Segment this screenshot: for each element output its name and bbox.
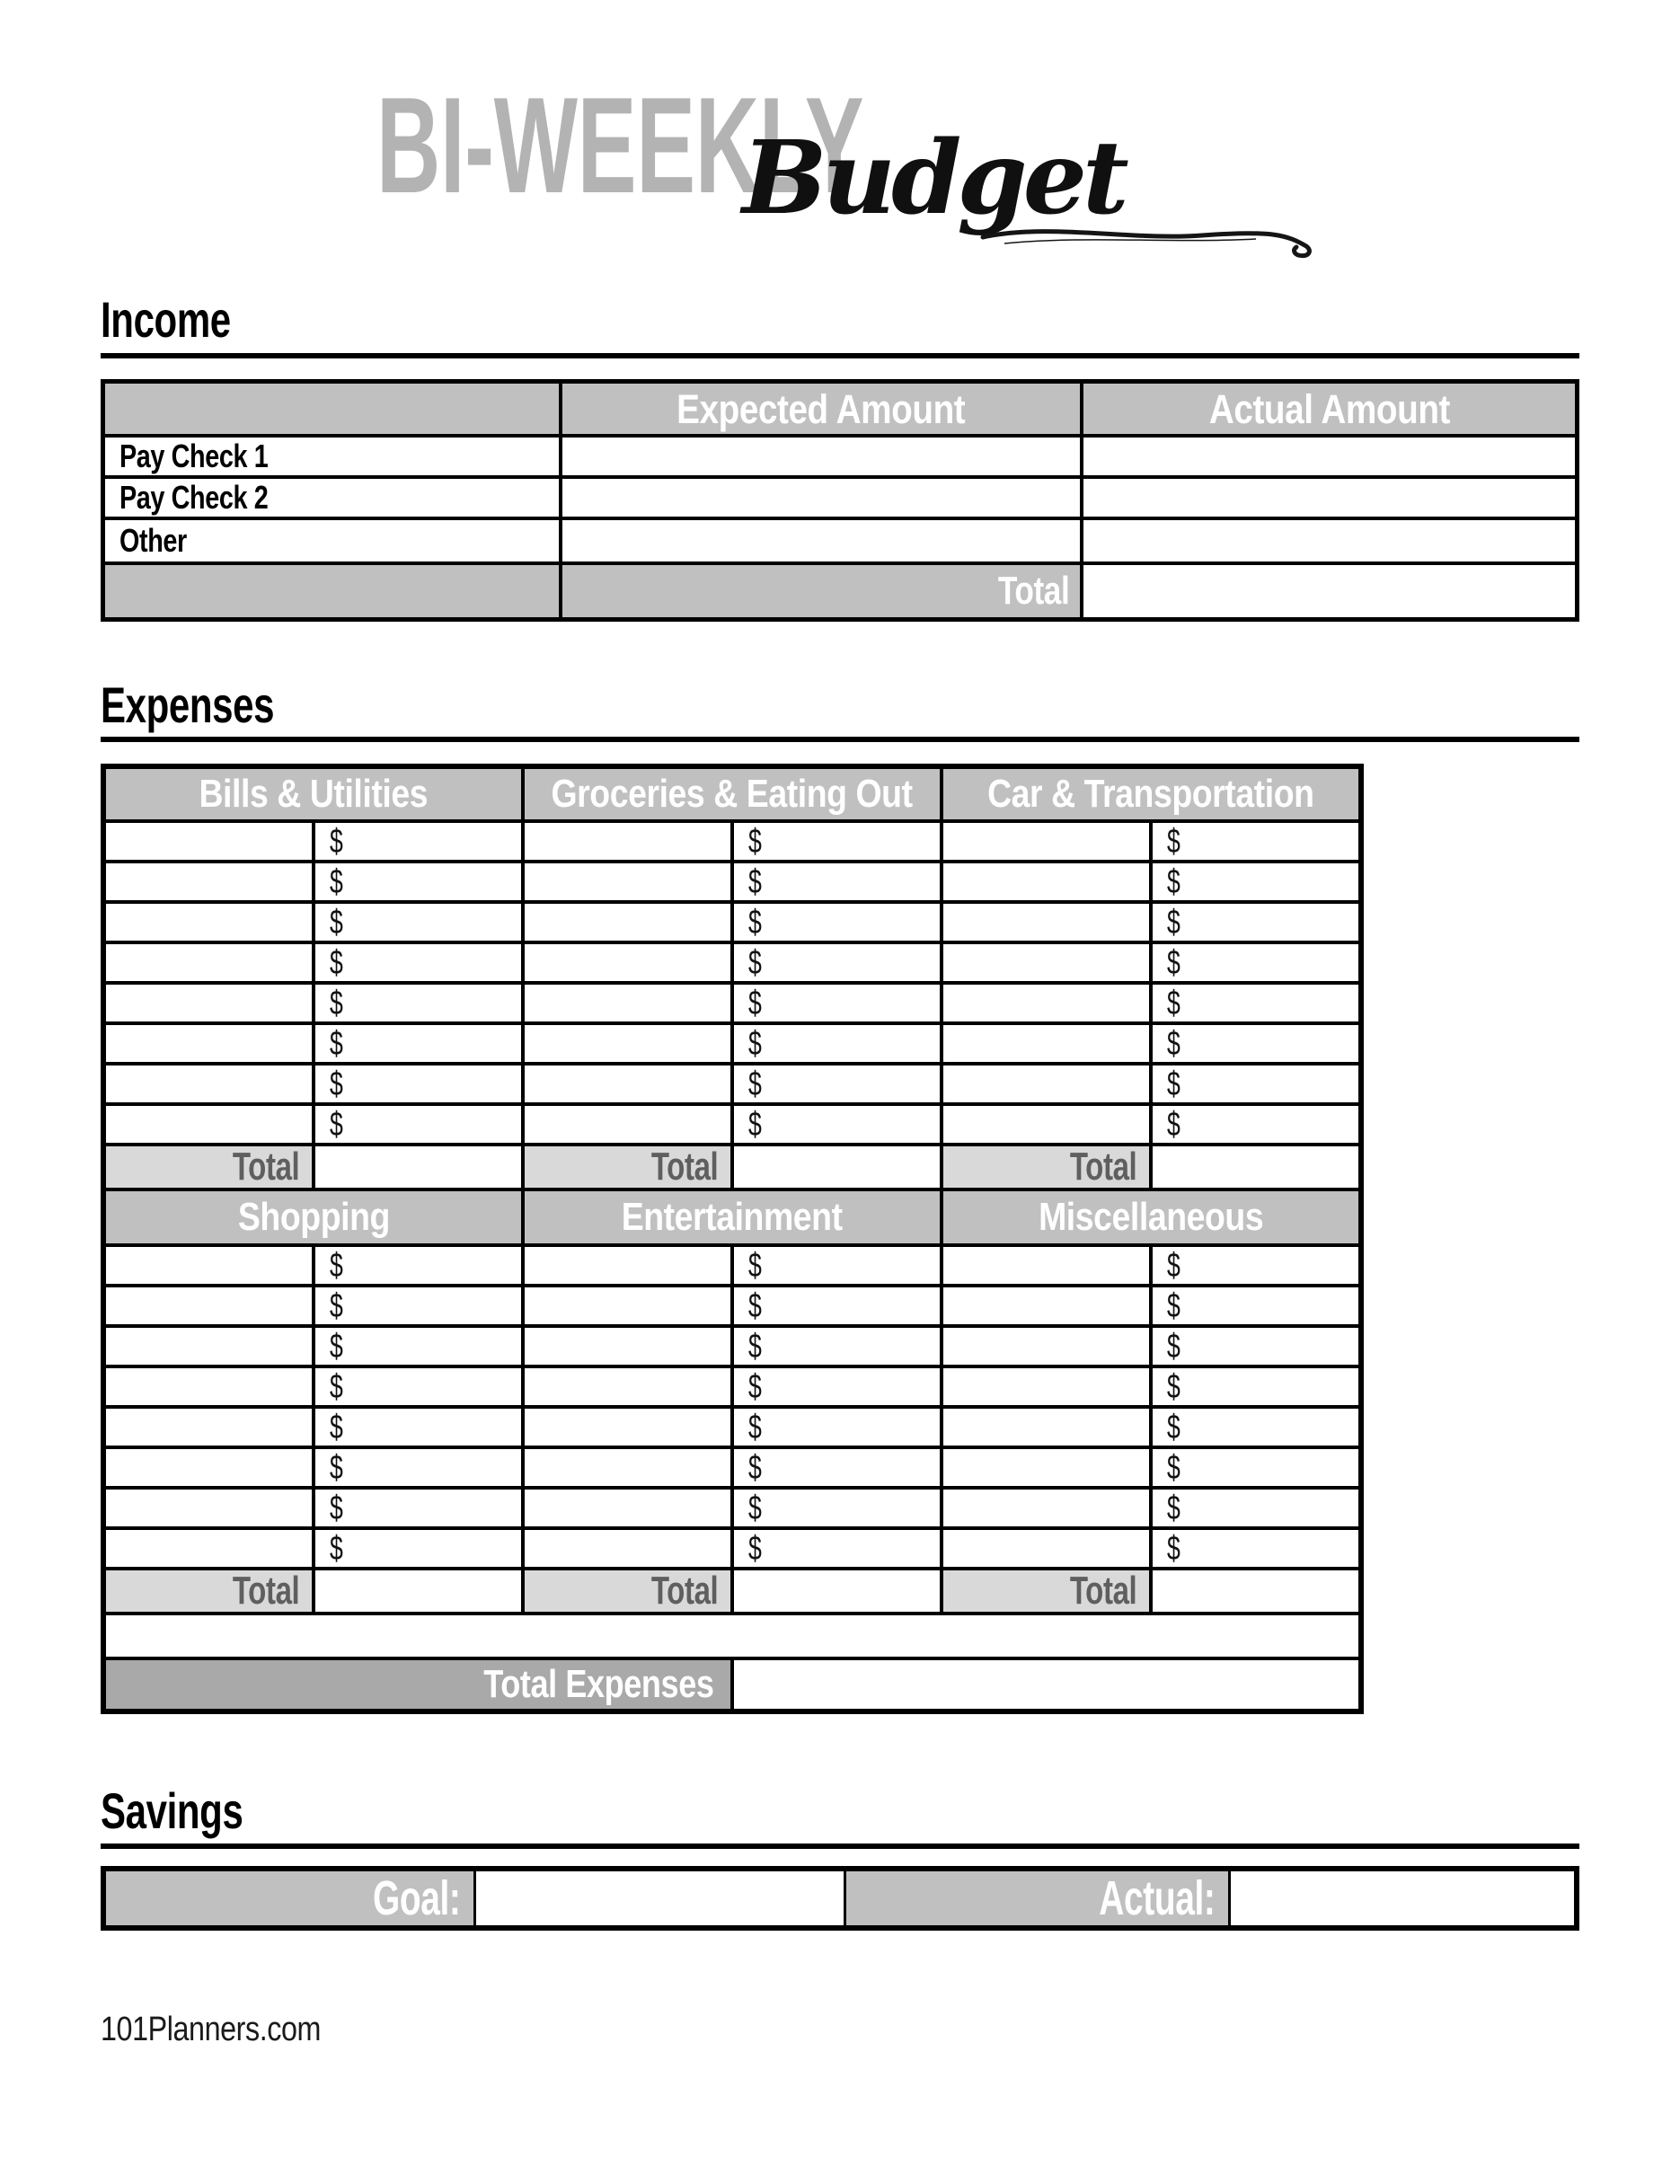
total-expenses-label-cell bbox=[106, 1660, 730, 1709]
subtotal-label: Total bbox=[1069, 1570, 1136, 1612]
dollar-sign: $ bbox=[330, 1247, 343, 1284]
dollar-sign: $ bbox=[330, 1106, 343, 1143]
savings-goal-label: Goal: bbox=[373, 1871, 461, 1925]
subtotal-label-cell bbox=[525, 1570, 730, 1612]
expense-item-cell bbox=[106, 1409, 312, 1446]
income-row-label: Pay Check 2 bbox=[119, 479, 269, 516]
income-total-value-cell bbox=[1083, 565, 1575, 617]
page-title-script: Budget bbox=[742, 119, 1125, 237]
dollar-sign: $ bbox=[1167, 1368, 1180, 1405]
dollar-sign: $ bbox=[330, 863, 343, 900]
expense-amount-cell bbox=[1153, 1409, 1358, 1446]
expense-amount-cell bbox=[734, 1106, 940, 1143]
dollar-sign: $ bbox=[330, 1065, 343, 1102]
expenses-heading-rule bbox=[101, 737, 1579, 742]
expense-item-cell bbox=[525, 1247, 730, 1284]
subtotal-value-cell bbox=[315, 1146, 521, 1188]
subtotal-label: Total bbox=[1069, 1146, 1136, 1188]
category-header: Miscellaneous bbox=[1038, 1195, 1264, 1239]
total-expenses-value-cell bbox=[734, 1660, 1358, 1709]
expense-amount-cell bbox=[734, 1368, 940, 1405]
category-header-cell bbox=[106, 1191, 521, 1243]
expense-amount-cell bbox=[1153, 904, 1358, 941]
expense-item-cell bbox=[943, 1490, 1149, 1526]
expense-amount-cell bbox=[315, 944, 521, 981]
dollar-sign: $ bbox=[1167, 1409, 1180, 1446]
expense-amount-cell bbox=[315, 1328, 521, 1365]
expense-amount-cell bbox=[315, 1409, 521, 1446]
subtotal-value-cell bbox=[734, 1146, 940, 1188]
category-header-cell bbox=[943, 1191, 1358, 1243]
income-total-spacer-cell bbox=[105, 565, 559, 617]
expense-item-cell bbox=[943, 1368, 1149, 1405]
income-actual-input-cell bbox=[1083, 479, 1575, 517]
expense-amount-cell bbox=[1153, 1065, 1358, 1102]
expense-amount-cell bbox=[315, 1025, 521, 1062]
subtotal-label: Total bbox=[232, 1146, 299, 1188]
expense-amount-cell bbox=[1153, 1449, 1358, 1486]
expense-amount-cell bbox=[1153, 823, 1358, 860]
dollar-sign: $ bbox=[330, 1328, 343, 1365]
subtotal-label: Total bbox=[650, 1570, 718, 1612]
title-underline-swash-icon bbox=[977, 214, 1319, 277]
expense-item-cell bbox=[525, 1368, 730, 1405]
expense-item-cell bbox=[943, 823, 1149, 860]
expense-item-cell bbox=[106, 1247, 312, 1284]
expense-amount-cell bbox=[315, 1490, 521, 1526]
expense-item-cell bbox=[943, 1106, 1149, 1143]
expense-amount-cell bbox=[315, 863, 521, 900]
dollar-sign: $ bbox=[1167, 1328, 1180, 1365]
income-expected-input-cell bbox=[562, 520, 1080, 561]
income-actual-input-cell bbox=[1083, 438, 1575, 475]
expense-amount-cell bbox=[734, 985, 940, 1021]
dollar-sign: $ bbox=[330, 1490, 343, 1526]
income-header-spacer-cell bbox=[105, 384, 559, 434]
dollar-sign: $ bbox=[748, 1065, 762, 1102]
dollar-sign: $ bbox=[1167, 1025, 1180, 1062]
expense-amount-cell bbox=[734, 823, 940, 860]
income-expected-input-cell bbox=[562, 479, 1080, 517]
expense-item-cell bbox=[106, 863, 312, 900]
expense-item-cell bbox=[106, 1368, 312, 1405]
dollar-sign: $ bbox=[1167, 1530, 1180, 1567]
expense-item-cell bbox=[525, 904, 730, 941]
dollar-sign: $ bbox=[330, 1449, 343, 1486]
category-header: Shopping bbox=[237, 1195, 390, 1239]
expense-item-cell bbox=[525, 944, 730, 981]
income-row-label: Pay Check 1 bbox=[119, 438, 269, 474]
income-header-actual-cell bbox=[1083, 384, 1575, 434]
expense-item-cell bbox=[943, 1065, 1149, 1102]
dollar-sign: $ bbox=[330, 985, 343, 1021]
expense-amount-cell bbox=[315, 1287, 521, 1324]
subtotal-value-cell bbox=[1153, 1146, 1358, 1188]
expense-item-cell bbox=[525, 1530, 730, 1567]
dollar-sign: $ bbox=[748, 904, 762, 941]
expenses-table bbox=[101, 764, 1364, 1714]
dollar-sign: $ bbox=[1167, 904, 1180, 941]
dollar-sign: $ bbox=[330, 1025, 343, 1062]
expense-amount-cell bbox=[315, 985, 521, 1021]
expense-item-cell bbox=[943, 1328, 1149, 1365]
subtotal-label-cell bbox=[943, 1570, 1149, 1612]
income-table bbox=[101, 379, 1579, 622]
expense-amount-cell bbox=[1153, 944, 1358, 981]
expense-amount-cell bbox=[1153, 1368, 1358, 1405]
expense-amount-cell bbox=[1153, 1106, 1358, 1143]
expense-item-cell bbox=[106, 1106, 312, 1143]
expense-item-cell bbox=[106, 985, 312, 1021]
income-row-label-cell bbox=[105, 520, 559, 561]
expense-amount-cell bbox=[1153, 863, 1358, 900]
expense-amount-cell bbox=[734, 1025, 940, 1062]
dollar-sign: $ bbox=[1167, 944, 1180, 981]
expense-amount-cell bbox=[734, 944, 940, 981]
page-title-main: BI-WEEKLY bbox=[376, 69, 864, 222]
dollar-sign: $ bbox=[748, 1490, 762, 1526]
income-actual-input-cell bbox=[1083, 520, 1575, 561]
expense-amount-cell bbox=[1153, 1247, 1358, 1284]
expense-amount-cell bbox=[734, 1530, 940, 1567]
dollar-sign: $ bbox=[748, 1530, 762, 1567]
expected-amount-header: Expected Amount bbox=[676, 385, 966, 432]
expense-amount-cell bbox=[315, 1530, 521, 1567]
expense-item-cell bbox=[943, 1530, 1149, 1567]
expense-amount-cell bbox=[315, 1247, 521, 1284]
expense-amount-cell bbox=[1153, 1287, 1358, 1324]
dollar-sign: $ bbox=[330, 823, 343, 860]
expense-item-cell bbox=[525, 985, 730, 1021]
expense-item-cell bbox=[525, 863, 730, 900]
category-header-cell bbox=[943, 769, 1358, 819]
expense-amount-cell bbox=[734, 904, 940, 941]
income-row-label-cell bbox=[105, 438, 559, 475]
expense-amount-cell bbox=[1153, 985, 1358, 1021]
savings-heading-rule bbox=[101, 1844, 1579, 1849]
dollar-sign: $ bbox=[748, 944, 762, 981]
dollar-sign: $ bbox=[748, 1106, 762, 1143]
dollar-sign: $ bbox=[1167, 1247, 1180, 1284]
subtotal-label-cell bbox=[106, 1570, 312, 1612]
expense-item-cell bbox=[106, 1025, 312, 1062]
expense-item-cell bbox=[525, 1025, 730, 1062]
income-total-label: Total bbox=[997, 569, 1069, 613]
expense-amount-cell bbox=[315, 1449, 521, 1486]
expense-item-cell bbox=[106, 1065, 312, 1102]
category-header: Entertainment bbox=[622, 1195, 843, 1239]
expense-item-cell bbox=[525, 823, 730, 860]
expense-item-cell bbox=[106, 1328, 312, 1365]
expense-item-cell bbox=[525, 1287, 730, 1324]
expense-item-cell bbox=[525, 1409, 730, 1446]
savings-heading: Savings bbox=[101, 1782, 243, 1839]
income-header-expected-cell bbox=[562, 384, 1080, 434]
expense-item-cell bbox=[106, 1490, 312, 1526]
expense-item-cell bbox=[943, 904, 1149, 941]
expense-amount-cell bbox=[734, 1287, 940, 1324]
expense-amount-cell bbox=[315, 1106, 521, 1143]
expense-item-cell bbox=[525, 1106, 730, 1143]
dollar-sign: $ bbox=[330, 944, 343, 981]
expense-item-cell bbox=[525, 1490, 730, 1526]
expense-item-cell bbox=[943, 863, 1149, 900]
category-header: Groceries & Eating Out bbox=[551, 772, 914, 816]
savings-table bbox=[101, 1866, 1579, 1931]
dollar-sign: $ bbox=[1167, 1449, 1180, 1486]
savings-goal-label-cell bbox=[106, 1871, 473, 1925]
subtotal-value-cell bbox=[315, 1570, 521, 1612]
dollar-sign: $ bbox=[748, 823, 762, 860]
expense-item-cell bbox=[106, 1530, 312, 1567]
dollar-sign: $ bbox=[748, 1368, 762, 1405]
category-header-cell bbox=[525, 769, 940, 819]
expense-amount-cell bbox=[734, 1247, 940, 1284]
expense-item-cell bbox=[525, 1449, 730, 1486]
dollar-sign: $ bbox=[330, 1287, 343, 1324]
dollar-sign: $ bbox=[748, 1287, 762, 1324]
subtotal-value-cell bbox=[1153, 1570, 1358, 1612]
expense-item-cell bbox=[525, 1328, 730, 1365]
dollar-sign: $ bbox=[748, 863, 762, 900]
expenses-heading: Expenses bbox=[101, 676, 275, 733]
expense-amount-cell bbox=[734, 1328, 940, 1365]
expense-amount-cell bbox=[315, 823, 521, 860]
expense-amount-cell bbox=[1153, 1530, 1358, 1567]
actual-amount-header: Actual Amount bbox=[1208, 385, 1450, 432]
dollar-sign: $ bbox=[330, 1530, 343, 1567]
dollar-sign: $ bbox=[748, 1409, 762, 1446]
dollar-sign: $ bbox=[1167, 1106, 1180, 1143]
subtotal-label: Total bbox=[232, 1570, 299, 1612]
expense-amount-cell bbox=[315, 1368, 521, 1405]
expense-amount-cell bbox=[1153, 1328, 1358, 1365]
expense-item-cell bbox=[106, 823, 312, 860]
expense-amount-cell bbox=[734, 1065, 940, 1102]
subtotal-label-cell bbox=[106, 1146, 312, 1188]
dollar-sign: $ bbox=[1167, 1490, 1180, 1526]
category-header-cell bbox=[525, 1191, 940, 1243]
income-row-label-cell bbox=[105, 479, 559, 517]
expense-amount-cell bbox=[1153, 1490, 1358, 1526]
subtotal-label-cell bbox=[525, 1146, 730, 1188]
expense-amount-cell bbox=[315, 1065, 521, 1102]
savings-actual-label: Actual: bbox=[1099, 1871, 1216, 1925]
dollar-sign: $ bbox=[1167, 1065, 1180, 1102]
expense-item-cell bbox=[943, 1247, 1149, 1284]
savings-actual-label-cell bbox=[846, 1871, 1228, 1925]
dollar-sign: $ bbox=[330, 1409, 343, 1446]
category-header: Bills & Utilities bbox=[199, 772, 429, 816]
income-heading-rule bbox=[101, 353, 1579, 358]
dollar-sign: $ bbox=[748, 985, 762, 1021]
expense-item-cell bbox=[943, 1287, 1149, 1324]
expense-item-cell bbox=[943, 944, 1149, 981]
expense-item-cell bbox=[106, 1287, 312, 1324]
footer-site-text: 101Planners.com bbox=[101, 2011, 321, 2048]
savings-actual-input-cell bbox=[1231, 1871, 1574, 1925]
expense-amount-cell bbox=[734, 1490, 940, 1526]
total-expenses-label: Total Expenses bbox=[483, 1662, 714, 1706]
dollar-sign: $ bbox=[748, 1247, 762, 1284]
dollar-sign: $ bbox=[330, 1368, 343, 1405]
expense-item-cell bbox=[943, 1025, 1149, 1062]
expense-amount-cell bbox=[734, 1409, 940, 1446]
dollar-sign: $ bbox=[748, 1025, 762, 1062]
expense-item-cell bbox=[106, 1449, 312, 1486]
dollar-sign: $ bbox=[748, 1449, 762, 1486]
expense-item-cell bbox=[943, 1449, 1149, 1486]
expense-item-cell bbox=[943, 985, 1149, 1021]
expense-amount-cell bbox=[315, 904, 521, 941]
subtotal-label: Total bbox=[650, 1146, 718, 1188]
expense-item-cell bbox=[106, 944, 312, 981]
expense-amount-cell bbox=[734, 1449, 940, 1486]
dollar-sign: $ bbox=[330, 904, 343, 941]
expense-amount-cell bbox=[734, 863, 940, 900]
dollar-sign: $ bbox=[1167, 985, 1180, 1021]
category-header: Car & Transportation bbox=[987, 772, 1314, 816]
income-row-label: Other bbox=[119, 522, 187, 559]
expense-item-cell bbox=[943, 1409, 1149, 1446]
expense-amount-cell bbox=[1153, 1025, 1358, 1062]
subtotal-value-cell bbox=[734, 1570, 940, 1612]
category-header-cell bbox=[106, 769, 521, 819]
subtotal-label-cell bbox=[943, 1146, 1149, 1188]
dollar-sign: $ bbox=[1167, 823, 1180, 860]
income-total-label-cell bbox=[562, 565, 1080, 617]
expense-item-cell bbox=[106, 904, 312, 941]
dollar-sign: $ bbox=[748, 1328, 762, 1365]
dollar-sign: $ bbox=[1167, 1287, 1180, 1324]
income-heading: Income bbox=[101, 291, 231, 348]
dollar-sign: $ bbox=[1167, 863, 1180, 900]
income-expected-input-cell bbox=[562, 438, 1080, 475]
savings-goal-input-cell bbox=[476, 1871, 844, 1925]
expense-item-cell bbox=[525, 1065, 730, 1102]
expenses-spacer-row bbox=[106, 1615, 1358, 1657]
